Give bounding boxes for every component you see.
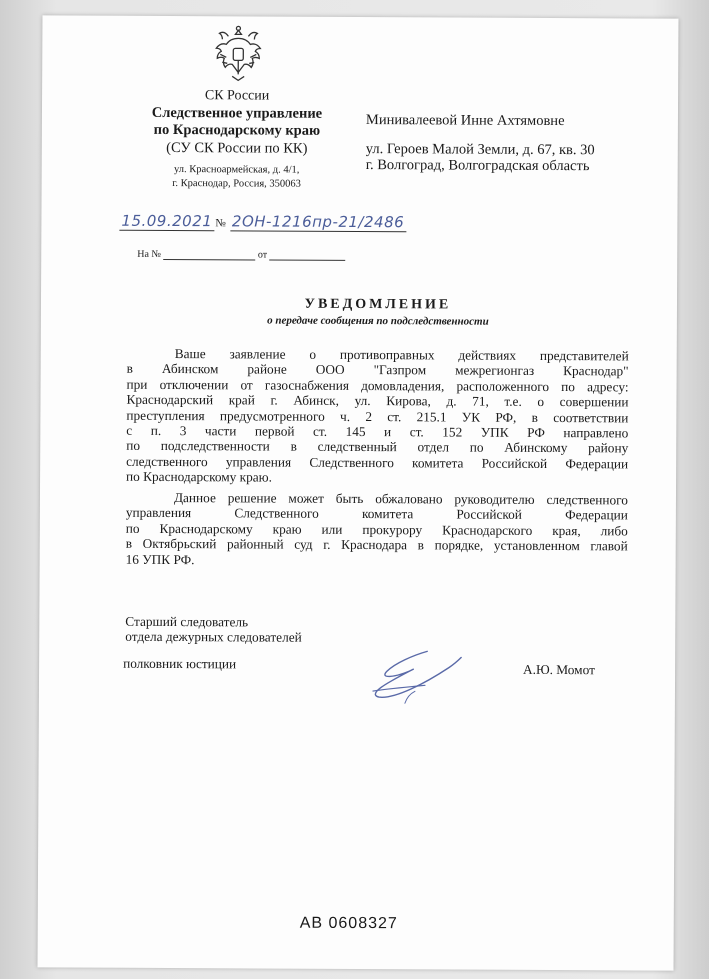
signer-name: А.Ю. Момот: [523, 661, 595, 678]
paragraph-line: при отключении от газоснабжения домовладения, расположенного по адресу:: [126, 376, 629, 395]
paragraph-line: в Октябрьский районный суд г. Краснодара в порядке, установленном главой: [125, 536, 628, 554]
recipient-address-line1: ул. Героев Малой Земли, д. 67, кв. 30: [365, 141, 595, 159]
registration-date: 15.09.2021: [119, 212, 214, 231]
paragraph-line: Данное решение может быть обжаловано руководителю следственного: [173, 490, 629, 508]
paragraph-line: преступления предусмотренного ч. 2 ст. 215.1 УК РФ, в соответствии: [126, 407, 629, 426]
double-headed-eagle-emblem-icon: [210, 24, 266, 84]
registration-number-label: №: [215, 217, 226, 230]
sender-block: [130, 88, 345, 191]
signer-position-line2: отдела дежурных следователей: [125, 628, 302, 645]
form-serial-number: АВ 0608327: [299, 914, 398, 933]
signer-position-line1: Старший следователь: [125, 613, 249, 630]
body-paragraph-1: [126, 346, 629, 487]
handwritten-signature-icon: [365, 637, 465, 708]
reference-field: [137, 249, 346, 261]
document-subtitle: о передаче сообщения по подследственности: [267, 314, 489, 328]
org-name-line1: Следственное управление: [151, 104, 323, 122]
org-name-line2: по Краснодарскому краю: [153, 122, 321, 139]
paragraph-line: по Краснодарскому краю или прокурору Краснодарского края, либо: [125, 520, 628, 539]
document-page: [38, 15, 679, 970]
paragraph-line: Ваше заявление о противоправных действиях представителей: [174, 346, 629, 364]
paragraph-line: по подследственности в следственный отдел по Абинскому району: [126, 438, 629, 456]
sender-address-line1: ул. Красноармейская, д. 4/1,: [173, 164, 300, 176]
paragraph-line: управления Следственного комитета Российской Федерации: [125, 505, 628, 523]
paragraph-line: с п. 3 части первой ст. 145 и ст. 152 УПК РФ направлено: [126, 422, 629, 441]
registration-date-field: [119, 212, 214, 231]
registration-number-field: [215, 212, 406, 232]
paragraph-line: в Абинском районе ООО "Газпром межрегионгаз Краснодар": [126, 361, 629, 379]
paragraph-line: по Краснодарскому краю.: [126, 469, 272, 485]
org-abbreviation: (СУ СК России по КК): [166, 139, 308, 157]
reference-number-line: [163, 259, 255, 260]
recipient-name: Минивалеевой Инне Ахтямовне: [365, 112, 565, 130]
body-paragraph-2: [126, 490, 628, 570]
document-title: УВЕДОМЛЕНИЕ: [304, 296, 452, 313]
paragraph-line: Краснодарский край г. Абинск, ул. Кирова, д. 71, т.е. о совершении: [126, 392, 629, 410]
reference-from-label: от: [257, 249, 268, 261]
signer-rank: полковник юстиции: [123, 655, 237, 672]
sender-address-line2: г. Краснодар, Россия, 350063: [172, 177, 301, 190]
recipient-address-line2: г. Волгоград, Волгоградская область: [365, 157, 590, 175]
org-short-name: СК России: [204, 88, 270, 104]
registration-number: 2ОН-1216пр-21/2486: [230, 212, 406, 232]
paragraph-line: 16 УПК РФ.: [125, 551, 195, 567]
paragraph-line: следственного управления Следственного комитета Российской Федерации: [126, 453, 629, 472]
reference-number-label: На №: [137, 248, 161, 260]
reference-date-line: [270, 260, 346, 261]
